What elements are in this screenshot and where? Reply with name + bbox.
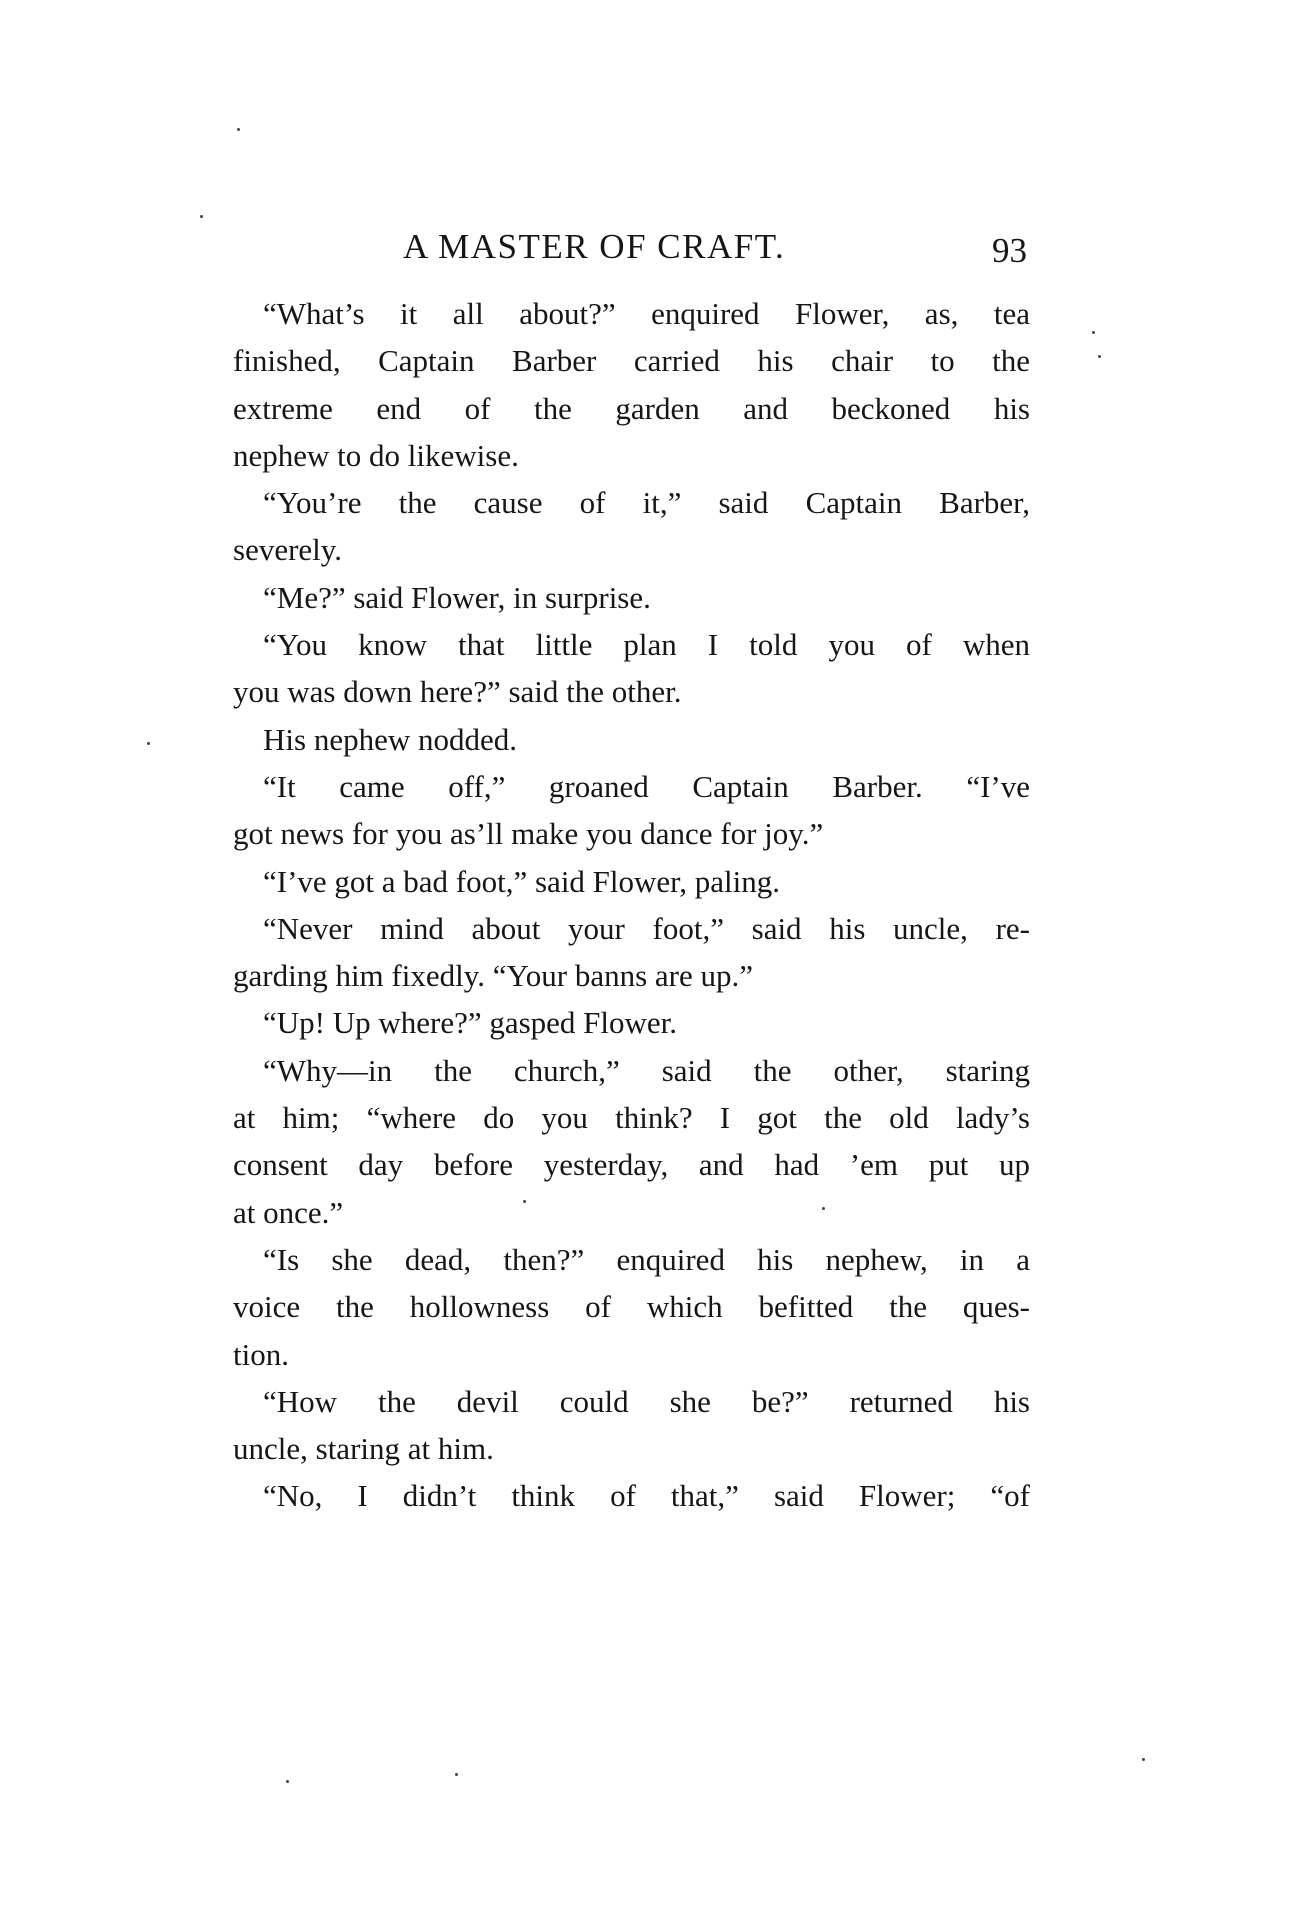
text-line: tion.: [233, 1336, 289, 1372]
body-text: [233, 290, 1030, 1520]
scan-speck: [822, 1207, 825, 1210]
text-line: at him; “where do you think? I got the old lady’s: [233, 1100, 1030, 1136]
text-line: garding him fixedly. “Your banns are up.”: [233, 958, 754, 994]
text-line: “Is she dead, then?” enquired his nephew, in a: [263, 1241, 1030, 1277]
text-line: “Why—in the church,” said the other, staring: [263, 1052, 1030, 1088]
text-line: “What’s it all about?” enquired Flower, as, tea: [263, 296, 1030, 331]
text-line: at once.”: [233, 1194, 344, 1230]
text-line: voice the hollowness of which befitted the ques-: [233, 1289, 1030, 1325]
scan-speck: [286, 1780, 289, 1783]
running-title: A MASTER OF CRAFT.: [403, 227, 786, 266]
scan-speck: [1092, 331, 1095, 334]
scan-speck: [1142, 1758, 1145, 1761]
text-line: extreme end of the garden and beckoned his: [233, 390, 1030, 426]
text-line: consent day before yesterday, and had ’em put up: [233, 1147, 1030, 1183]
text-line: nephew to do likewise.: [233, 437, 519, 473]
text-line: “You’re the cause of it,” said Captain Barber,: [263, 485, 1030, 521]
scan-speck: [523, 1200, 526, 1203]
text-line: “It came off,” groaned Captain Barber. “I’ve: [263, 768, 1030, 804]
text-line: finished, Captain Barber carried his chair to the: [233, 343, 1030, 379]
scan-speck: [455, 1773, 458, 1776]
page-number: 93: [992, 231, 1027, 270]
text-line: “Never mind about your foot,” said his uncle, re-: [263, 910, 1030, 946]
text-line: “How the devil could she be?” returned his: [263, 1383, 1030, 1419]
text-line: “You know that little plan I told you of when: [263, 627, 1030, 663]
text-line: uncle, staring at him.: [233, 1431, 494, 1467]
text-line: “I’ve got a bad foot,” said Flower, paling.: [263, 863, 780, 899]
text-line: His nephew nodded.: [263, 721, 517, 757]
text-line: “No, I didn’t think of that,” said Flower; “of: [263, 1478, 1030, 1514]
scan-speck: [1098, 355, 1101, 358]
text-line: got news for you as’ll make you dance for joy.”: [233, 816, 824, 852]
scan-speck: [237, 128, 240, 131]
scan-speck: [147, 742, 150, 745]
scan-speck: [200, 215, 203, 218]
text-line: “Me?” said Flower, in surprise.: [263, 579, 651, 615]
running-head: [233, 222, 1033, 272]
text-line: “Up! Up where?” gasped Flower.: [263, 1005, 678, 1041]
text-line: you was down here?” said the other.: [233, 674, 682, 710]
text-line: severely.: [233, 532, 343, 568]
